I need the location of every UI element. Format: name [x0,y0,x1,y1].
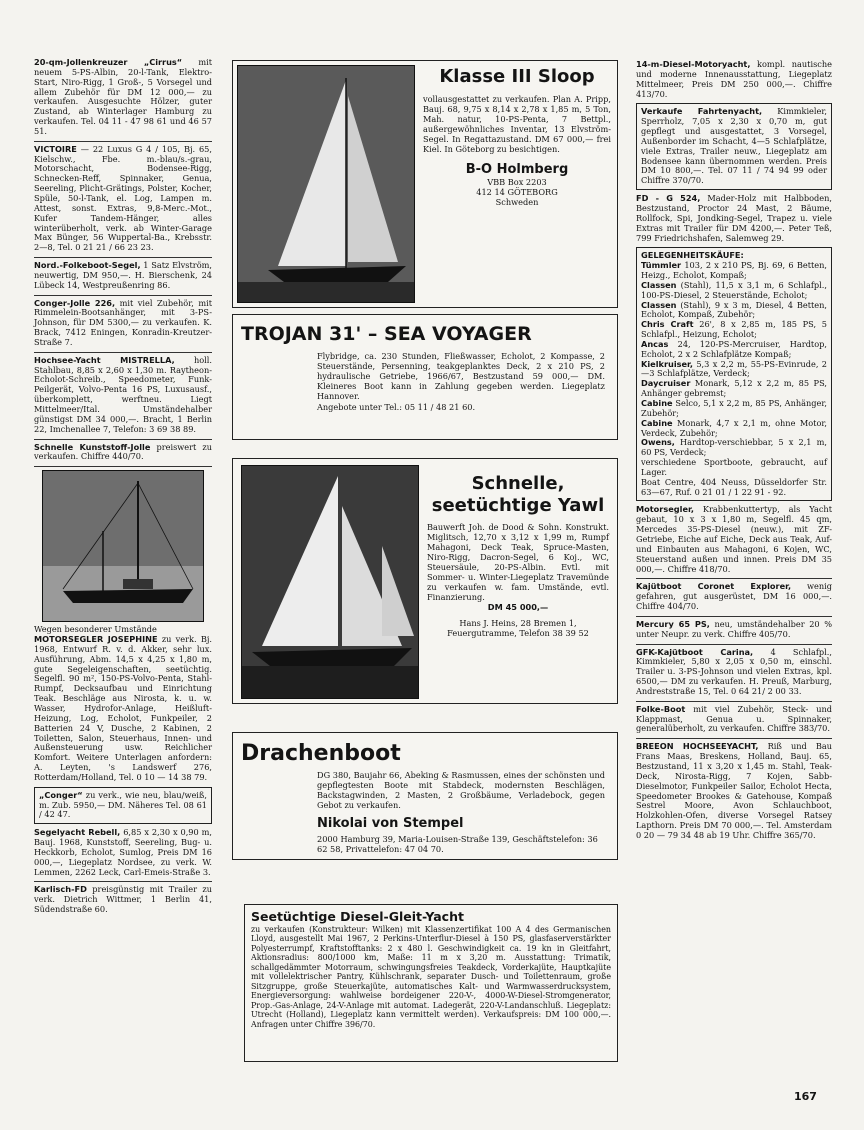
classified-text: neu, umständehalber 20 % unter Neupr. zu verk. Chiffre 405/70. [636,618,832,639]
divider [34,352,212,353]
gelegenheit-footer: Boat Centre, 404 Neuss, Düsseldorfer Str. 63—67, Ruf. 0 21 01 / 1 22 91 - 92. [641,476,827,497]
classified-item [636,742,832,840]
klasse-contact: B-O Holmberg [465,161,569,177]
motoryacht-text: kompl. nautische und moderne Innenausstattung, Liegeplatz Mittelmeer, Preis DM 250 000,—. Chiffre 413/70. [636,59,833,99]
divider [34,141,212,142]
motoryacht-ad [636,60,832,99]
drachenboot-ad [232,732,618,860]
klasse-address-line: Schweden [495,196,539,207]
gelegenheit-heading: GELEGENHEITSKÄUFE: [641,250,744,261]
classified-text: (Stahl), 11,5 x 3,1 m, 6 Schlafpl., 100-PS-Diesel, 2 Steuerstände, Echolot; [641,279,827,300]
classified-text: preisgünstig mit Trailer zu verk. Dietrich Wittmer, 1 Berlin 41, Südendstraße 60. [34,884,213,915]
conger-text: zu verk., wie neu, blau/weiß, m. Zub. 5950,— DM. Näheres Tel. 08 61 / 42 47. [39,789,207,820]
classified-text: Hardtop-verschiebbar, 5 x 2,1 m, 60 PS, Verdeck; [641,437,827,458]
drachen-body: DG 380, Baujahr 66, Abeking & Rasmussen, eines der schönsten und gepflegtesten Boote mit Stabdeck, modernsten Beschlägen, Backstagwinden, 2 Masten, 2 Großbäume, Verladebock, gegen Gebot zu verkaufen. [317,770,605,810]
classified-head: Motorsegler, [636,504,694,515]
yawl-contact: Hans J. Heins, 28 Bremen 1, Feuergutramme, Telefon 38 39 52 [447,618,589,639]
diesel-yacht-ad [244,904,618,1062]
divider [34,257,212,258]
fahrtenyacht-box [636,103,832,190]
classified-text: 5,3 x 2,2 m, 55-PS-Evinrude, 2—3 Schlafplätze, Verdeck; [641,358,827,379]
josephine-head: MOTORSEGLER JOSEPHINE [34,634,158,645]
trojan-ad [232,314,618,440]
divider [34,881,212,882]
trojan-contact: Angebote unter Tel.: 05 11 / 48 21 60. [317,402,476,412]
classified-item [636,705,832,735]
left-column [34,58,212,915]
diesel-body: zu verkaufen (Konstrukteur: Wilken) mit Klassenzertifikat 100 A 4 des Germanischen Lloyd, ausgestellt Mai 1967, 2 Perkins-Unterflur-Diesel à 150 PS, glasfaserverstärkter Polyesterrumpf, Kraftstofftanks: 2 x 480 l. Geschwindigkeit ca. 19 kn in Gleitfahrt, Aktionsradius: 800/1000 km, Maße: 11 m x 3,20 m. Ausstattung: Trimatik, schallgedämmter Motorraum, schwingungsfreies Teakdeck, Vorderkajüte, Hauptkajüte mit vollelektrischer Pantry, Kühlschrank, separater Dusch- und Toilettenraum, große Sitzgruppe, große Steuerkajüte, automatisches Kalt- und Warmwasserdrucksystem, Energieversorgung: wahlweise bordeigener 220-V-, 4000-W-Diesel-Stromgenerator, Prop.-Gas-Anlage, 24-V-Anlage mit automat. Ladegerät, 220-V-Landanschluß. Liegeplatz: Utrecht (Holland), Liegeplatz kann vermittelt werden). Verkaufspreis: DM 100 000,—. Anfragen unter Chiffre 396/70. [251,925,611,1029]
classified-text: wenig gefahren, gut ausgerüstet, DM 16 000,—. Chiffre 404/70. [636,581,832,612]
fahrtenyacht-text: Kimmkieler, Sperrholz, 7,05 x 2,30 x 0,70 m, gut gepflegt und ausgestattet, 3 Vorsegel, Außenborder im Schacht, 4—5 Schlafplätze, viele Extras, Trailer neuw., Liegeplatz am Bodensee kann übernommen werden. Preis DM 10 800,—. Tel. 07 11 / 74 94 99 oder Chiffre 370/70. [641,106,827,186]
yawl-price: DM 45 000,— [487,602,549,613]
classified-item [636,582,832,612]
classified-text: Krabbenkuttertyp, als Yacht gebaut, 10 x 3 x 1,80 m, Segelfl. 45 qm, Mercedes 35-PS-Diesel (neuw.), mit ZF-Getriebe, Eiche auf Eiche, Deck aus Teak, Auf- und Einbauten aus Mahagoni, 6 Kojen, WC, Steuerstand außen und innen. Preis DM 35 000,—. Chiffre 418/70. [636,504,832,574]
gelegenheit-box [636,247,832,501]
divider [34,439,212,440]
classified-text: Riß und Bau Frans Maas, Breskens, Holland, Bauj. 65, Bestzustand, 11 x 3,20 x 1,45 m. Stahl, Teak-Deck, Nirosta-Rigg, 7 Kojen, Sabb-Dieselmotor, Funkpeiler Sailor, Echolot Hecta, Speedometer Brookes & Gatehouse, Kompaß Sestrel Moore, Avon Schlauchboot, Holzkohlen-Ofen, diverse Vorsegel Ratsey Lapthorn. Preis DM 70 000,—. Tel. Amsterdam 0 20 — 79 34 48 ab 19 Uhr. Chiffre 365/70. [636,741,832,840]
classified-text: 26', 8 x 2,85 m, 185 PS, 5 Schlafpl., Heizung, Echolot; [641,319,827,340]
classified-head: Conger-Jolle 226, [34,297,116,308]
classified-item [34,356,212,435]
drachen-contact: Nikolai von Stempel [317,816,464,831]
classified-item [34,58,212,137]
classified-item [34,299,212,348]
klasse-address-line: VBB Box 2203 [487,176,547,187]
classified-head: Kajütboot Coronet Explorer, [636,581,792,592]
yawl-body: Bauwerft Joh. de Dood & Sohn. Konstrukt. Miglitsch, 12,70 x 3,12 x 1,99 m, Rumpf Mahagoni, Deck Teak, Spruce-Masten, Niro-Rigg, Dacron-Segel, 6 Koj., WC, Steuersäule, 20-PS-Albin. Evtl. mit Sommer- u. Winter-Liegeplatz Travemünde zu verkaufen w. fam. Umstände, evtl. Finanzierung. [427,522,609,603]
classified-head: Folke-Boot [636,703,686,714]
fahrtenyacht-head: Verkaufe Fahrtenyacht, [641,106,763,117]
classified-head: BREEON HOCHSEEYACHT, [636,741,759,752]
classified-text: 1 Satz Elvström, neuwertig, DM 950,—. H. Bierschenk, 24 Lübeck 14, Westpreußenring 86. [34,260,212,290]
classified-head: Schnelle Kunststoff-Jolle [34,441,151,452]
classified-text: mit neuem 5-PS-Albin, 20-l-Tank, Elektro-Start, Niro-Rigg, 1 Groß-, 5 Vorsegel und allem Zubehör für DM 12 000,— zu verkaufen. Ausgesuchte Hölzer, guter Zustand, ab Winterlager Hamburg zu verkaufen. Tel. 04 11 - 47 98 61 und 46 57 51. [34,57,212,136]
right-classifieds [636,505,832,840]
conger-head: „Conger“ [39,789,83,800]
right-column [636,60,832,841]
classified-item [641,281,827,301]
classified-item [34,443,212,463]
page-number: 167 [794,1090,817,1103]
drachen-address: 2000 Hamburg 39, Maria-Louisen-Straße 139, Geschäftstelefon: 36 62 58, Privattelefon: 47 04 70. [317,834,598,854]
classified-item [641,340,827,360]
josephine-ad [34,625,212,783]
drachen-title: Drachenboot [241,741,401,766]
klasse-body: vollausgestattet zu verkaufen. Plan A. Pripp, Bauj. 68, 9,75 x 8,14 x 2,78 x 1,85 m, 5 Ton, Mah. natur, 10-PS-Penta, 7 Bettpl., außergewöhnliches Inventar, 13 Elvström-Segel. In Regattazustand. DM 67 000,— frei Kiel. In Göteborg zu besichtigen. [423,93,611,154]
classified-head: Hochsee-Yacht MISTRELLA, [34,354,175,365]
classified-text: mit viel Zubehör, Steck- und Klappmast, Genua u. Spinnaker, generalüberholt, zu verkaufen. Chiffre 383/70. [636,703,832,734]
josephine-lead: Wegen besonderer Umstände [34,624,157,635]
classified-head: GFK-Kajütboot Carina, [636,646,754,657]
classified-text: 103, 2 x 210 PS, Bj. 69, 6 Betten, Heizg., Echolot, Kompaß; [641,260,827,281]
classified-item [34,145,212,253]
classified-text: 6,85 x 2,30 x 0,90 m, Bauj. 1968, Kunststoff, Seereling, Bug- u. Heckkorb, Echolot, Sumlog, Preis DM 16 000,—, Liegeplatz Nordsee, zu verk. W. Lemmen, 2262 Leck, Carl-Emeis-Straße 3. [34,827,212,877]
yawl-photo [241,465,419,699]
classified-head: Cabine [641,417,673,428]
classified-item [34,261,212,291]
classified-text: Monark, 4,7 x 2,1 m, ohne Motor, Verdeck, Zubehör; [641,417,827,438]
yawl-title: Schnelle, seetüchtige Yawl [431,473,605,516]
classified-head: Kielkruiser, [641,358,693,369]
divider [636,578,832,579]
fd-text: Mader-Holz mit Halbboden, Bestzustand, Proctor 24 Mast, 2 Bäume, Rollfock, Spi, Jondking-Segel, Trapez u. viele Extras mit Trailer für DM 4200,—. Peter Teß, 799 Friedrichshafen, Salemweg 29. [636,193,832,243]
divider [636,701,832,702]
classified-item [641,360,827,380]
classified-head: Cabine [641,398,673,408]
classified-item [636,620,832,640]
classified-text: Selco, 5,1 x 2,2 m, 85 PS, Anhänger, Zubehör; [641,398,827,418]
classified-item [641,458,827,478]
divider [636,738,832,739]
classified-head: Karlisch-FD [34,884,87,895]
classified-head: Segelyacht Rebell, [34,827,121,838]
classified-text: 4 Schlafpl., Kimmkieler, 5,80 x 2,05 x 0,50 m, einschl. Trailer u. 3-PS-Johnson und vielen Extras, kpl. 6500,— DM zu verkaufen. H. Preuß, Marburg, Andreststraße 15, Tel. 0 64 21/ 2 00 33. [636,646,832,696]
classified-text: (Stahl), 9 x 3 m, Diesel, 4 Betten, Echolot, Kompaß, Zubehör; [641,299,828,320]
classified-item [641,399,827,419]
yawl-ad [232,458,618,704]
klasse-address-line: 412 14 GÖTEBORG [476,186,558,197]
classified-head: Chris Craft [641,319,694,330]
motorsailer-image [43,471,203,621]
classified-head: Mercury 65 PS, [636,618,710,629]
classified-head: 20-qm-Jollenkreuzer „Cirrus“ [34,57,183,67]
classified-head: Classen [641,279,677,290]
classified-head: Tümmler [641,260,682,271]
classified-head: Classen [641,299,677,310]
classified-text: — 22 Luxus G 4 / 105, Bj. 65, Kielschw., Fbe. m.-blau/s.-grau, Motorschacht, Bodensee-Rigg, Schnecken-Reff, Spinnaker, Genua, Seereling, Plicht-Grätings, Polster, Kocher, Spüle, 50-l-Tank, el. Log, Lampen m. Attest, sonst. Extras, 9,8-Merc.-Mot., Kufer Tandem-Hänger, alles winterüberholt, verk. ab Winter-Garage Max Bünger, 56 Wuppertal-Ba., Krebsstr. 2—8, Tel. 0 21 21 / 66 23 23. [34,143,212,253]
classified-text: 24, 120-PS-Mercruiser, Hardtop, Echolot, 2 x 2 Schlafplätze Kompaß; [641,338,827,359]
fd-ad [636,194,832,243]
classified-head: Ancas [641,338,669,349]
trojan-body: Flybridge, ca. 230 Stunden, Fließwasser, Echolot, 2 Kompasse, 2 Steuerstände, Persenning, teakgeplanktes Deck, 2 x 210 PS, 2 hydraulische Getriebe, 1966/67, Bestzustand 59 000,— DM. Kleineres Boot kann in Zahlung gegeben werden. Liegeplatz Hannover. [317,351,605,401]
left-classifieds [34,58,212,462]
klasse-title: Klasse III Sloop [439,66,595,87]
conger-box [34,787,212,825]
josephine-text: zu verk. Bj. 1968, Entwurf R. v. d. Akker, sehr lux. Ausführung, Abm. 14,5 x 4,25 x 1,80 m, gute Segeleigenschaften, seetüchtig. Segelfl. 90 m², 150-PS-Volvo-Penta, Stahl-Rumpf, Decksaufbau und Einrichtung Teak. Beschläge aus Nirosta, k. u. w. Wasser, Hydrofor-Anlage, Heißluft-Heizung, Log, Echolot, Funkpeiler, 2 Batterien 24 V, Dusche, 2 Kabinen, 2 Toiletten, Salon, Steuerhaus, Innen- und Außensteuerung usw. Reichlicher Komfort. Weitere Unterlagen anfordern: A. Leyten, 's Landswerf 276, Rotterdam/Holland, Tel. 0 10 — 14 38 79. [34,634,212,782]
divider [636,644,832,645]
yawl-image [242,466,418,698]
classified-item [641,301,827,321]
divider [34,466,212,467]
classified-head: VICTOIRE [34,143,77,154]
classified-head: Daycruiser [641,378,691,389]
classified-item [641,419,827,439]
classified-item [34,885,212,915]
classified-item [641,261,827,281]
gelegenheit-list [641,261,827,478]
divider [636,616,832,617]
josephine-photo [42,470,204,622]
classified-head: Owens, [641,437,675,448]
diesel-title: Seetüchtige Diesel-Gleit-Yacht [251,909,464,924]
classified-item [641,320,827,340]
classified-item [34,828,212,877]
fd-head: FD - G 524, [636,193,701,204]
left-bottom-classifieds [34,828,212,915]
divider [34,295,212,296]
sloop-image [238,66,414,302]
classified-text: holl. Stahlbau, 8,85 x 2,60 x 1,30 m. Raytheon-Echolot-Schreib., Speedometer, Funk-Peilgerät, Volvo-Penta 16 PS, Luxusausf., überkomplett, werftneu. Liegt Mittelmeer/Ital. Umständehalber günstigst DM 34 000,—. Bracht, 1 Berlin 22, Imchenallee 7, Telefon: 3 69 38 89. [34,354,212,434]
classified-text: verschiedene Sportboote, gebraucht, auf Lager. [641,457,827,477]
motoryacht-head: 14-m-Diesel-Motoryacht, [636,59,751,69]
classified-text: Monark, 5,12 x 2,2 m, 85 PS, Anhänger gebremst; [641,378,827,399]
klasse-sloop-ad [232,60,618,308]
trojan-title: TROJAN 31' – SEA VOYAGER [241,323,532,345]
classified-text: mit viel Zubehör, mit Rimmelein-Bootsanhänger, mit 3-PS-Johnson, für DM 5300,— zu verkaufen. K. Brack, 7412 Eningen, Konradin-Kreutzer-Straße 7. [34,297,212,347]
sloop-photo [237,65,415,303]
classified-item [636,648,832,697]
classified-item [636,505,832,574]
classified-head: Nord.-Folkeboot-Segel, [34,260,141,271]
classified-text: preiswert zu verkaufen. Chiffre 440/70. [34,441,212,462]
classified-item [641,438,827,458]
classified-item [641,379,827,399]
